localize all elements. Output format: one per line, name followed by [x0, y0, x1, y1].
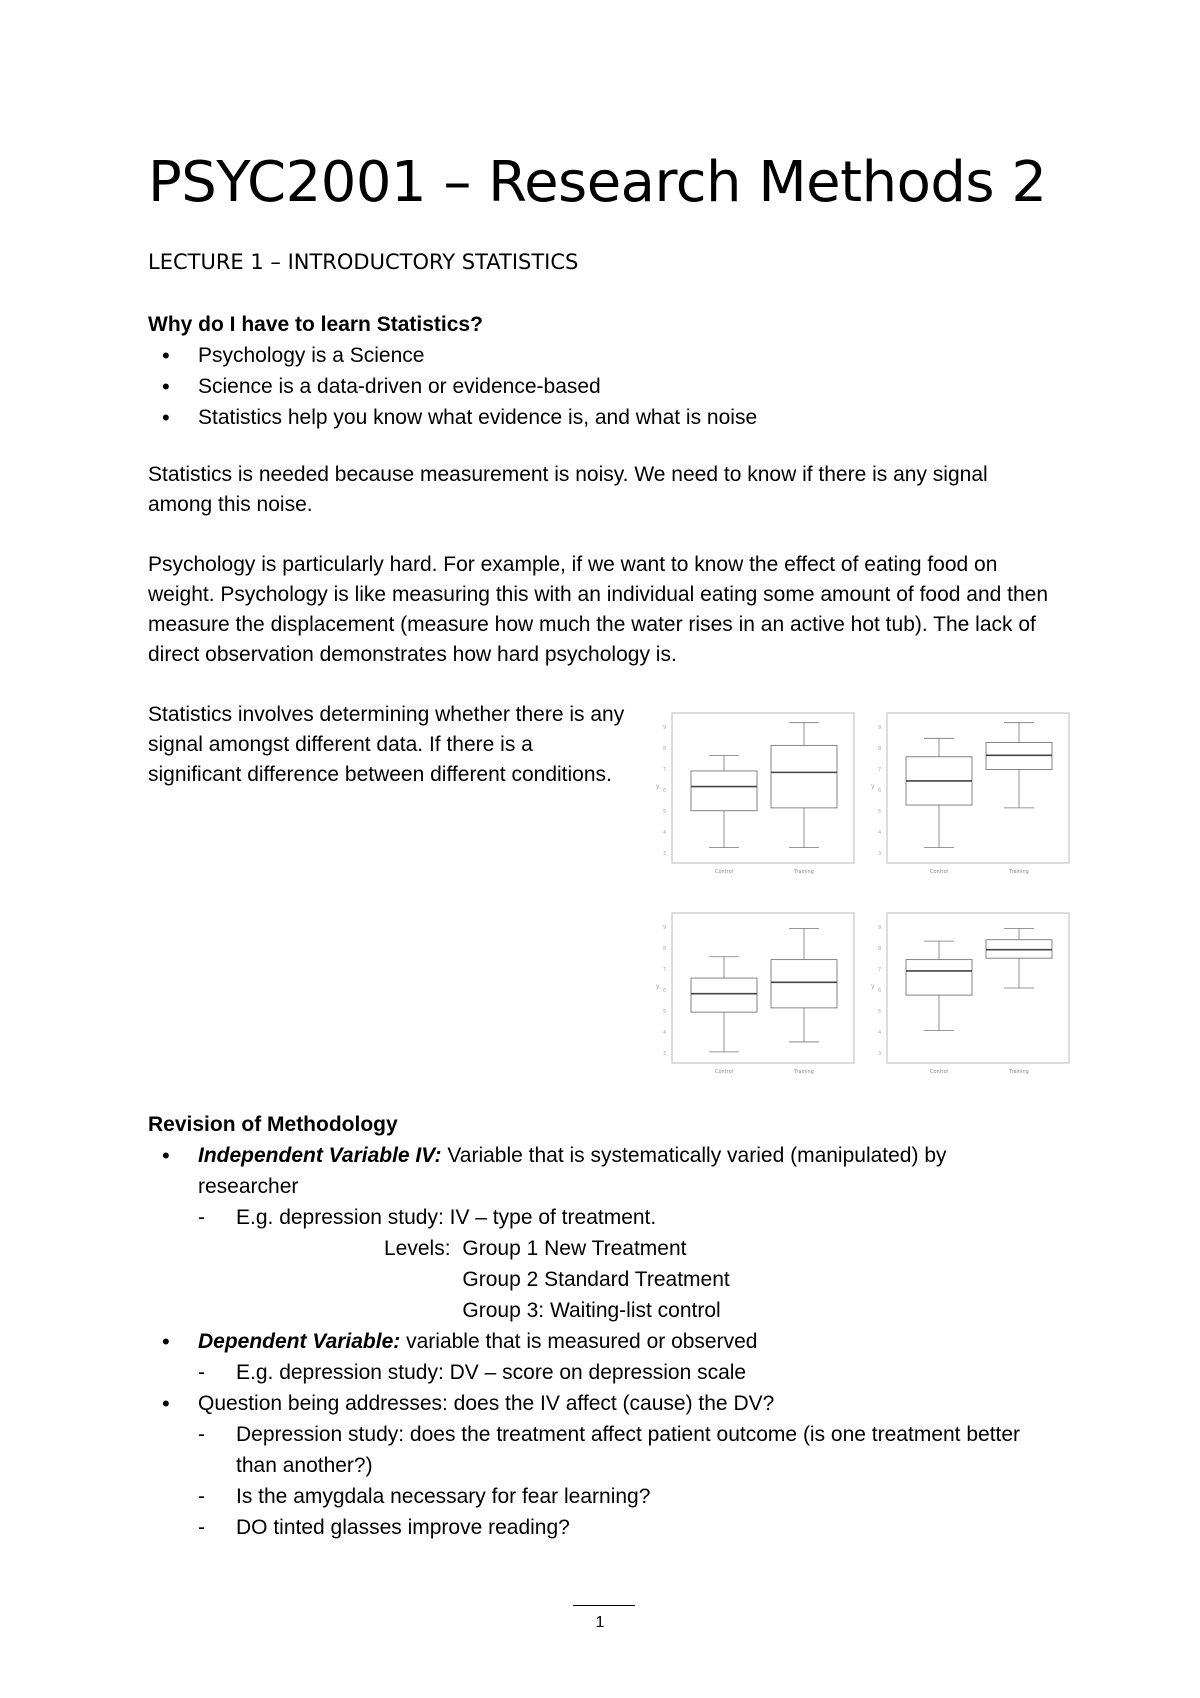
boxplot-panel — [865, 905, 1075, 1085]
level-item: Group 2 Standard Treatment — [462, 1268, 730, 1291]
why-heading: Why do I have to learn Statistics? — [148, 313, 483, 336]
y-tick-label: 6 — [663, 988, 667, 994]
y-tick-label: 3 — [663, 851, 667, 857]
x-tick-label: Control — [929, 869, 949, 875]
y-tick-label: 9 — [878, 725, 882, 731]
y-axis-label: y — [871, 983, 875, 990]
y-tick-label: 4 — [663, 1030, 667, 1036]
iv-example-text: E.g. depression study: IV – type of treatment. — [236, 1206, 657, 1229]
x-tick-label: Control — [714, 1069, 734, 1075]
y-tick-label: 6 — [878, 788, 882, 794]
revision-bullet-list — [148, 1140, 1048, 1543]
y-axis-label: y — [871, 783, 875, 790]
y-tick-label: 7 — [878, 967, 882, 973]
why-bullet-list — [148, 340, 757, 433]
dv-example — [198, 1357, 1048, 1388]
y-tick-label: 8 — [878, 946, 882, 952]
boxplot-figure — [650, 705, 1080, 1085]
box-training — [771, 960, 837, 1008]
y-axis-label: y — [656, 983, 660, 990]
footer-rule — [573, 1605, 635, 1606]
y-tick-label: 8 — [663, 746, 667, 752]
y-tick-label: 8 — [878, 746, 882, 752]
box-control — [691, 978, 757, 1012]
y-tick-label: 9 — [663, 725, 667, 731]
revision-heading: Revision of Methodology — [148, 1113, 398, 1136]
x-tick-label: Control — [929, 1069, 949, 1075]
y-axis-label: y — [656, 783, 660, 790]
box-control — [691, 771, 757, 811]
iv-bullet — [148, 1140, 1048, 1326]
why-bullet: • Science is a data-driven or evidence-based — [148, 371, 757, 402]
y-tick-label: 3 — [663, 1051, 667, 1057]
why-bullet: • Psychology is a Science — [148, 340, 757, 371]
y-tick-label: 6 — [663, 788, 667, 794]
dv-bullet — [148, 1326, 1048, 1388]
paragraph-psychology-hard: Psychology is particularly hard. For example, if we want to know the effect of eating food on weight. Psychology is like measuring this with an individual eating some amount of food and then measure the displacement (measure how much the water rises in an active hot tub). The lack of direct observation demonstrates how hard psychology is. — [148, 553, 1049, 666]
x-tick-label: Training — [1009, 1069, 1029, 1075]
level-item: Group 3: Waiting-list control — [462, 1299, 721, 1322]
paragraph-noise: Statistics is needed because measurement is noisy. We need to know if there is any signal among this noise. — [148, 463, 988, 516]
y-tick-label: 3 — [878, 851, 882, 857]
question-example-text: DO tinted glasses improve reading? — [236, 1516, 570, 1539]
y-tick-label: 7 — [663, 767, 667, 773]
question-example-text: Depression study: does the treatment affect patient outcome (is one treatment better than another?) — [236, 1423, 1021, 1477]
y-tick-label: 4 — [878, 1030, 882, 1036]
y-tick-label: 8 — [663, 946, 667, 952]
paragraph-signal: Statistics involves determining whether there is any signal amongst different data. If there is a significant difference between different conditions. — [148, 703, 625, 786]
box-training — [771, 745, 837, 807]
y-tick-label: 5 — [663, 1009, 667, 1015]
document-title: PSYC2001 – Research Methods 2 — [148, 150, 1047, 215]
boxplot-panel — [650, 905, 860, 1085]
y-tick-label: 5 — [663, 809, 667, 815]
question-text: Question being addresses: does the IV affect (cause) the DV? — [198, 1392, 775, 1415]
y-tick-label: 5 — [878, 809, 882, 815]
y-tick-label: 3 — [878, 1051, 882, 1057]
dv-example-text: E.g. depression study: DV – score on depression scale — [236, 1361, 747, 1384]
question-example-text: Is the amygdala necessary for fear learning? — [236, 1485, 651, 1508]
question-example — [198, 1481, 1048, 1512]
box-control — [906, 960, 972, 996]
x-tick-label: Training — [1009, 869, 1029, 875]
dv-term: Dependent Variable: — [198, 1330, 401, 1353]
y-tick-label: 7 — [663, 967, 667, 973]
iv-levels — [198, 1233, 1048, 1326]
y-tick-label: 4 — [878, 830, 882, 836]
boxplot-panel — [865, 705, 1075, 885]
y-tick-label: 4 — [663, 830, 667, 836]
iv-term: Independent Variable IV: — [198, 1144, 442, 1167]
x-tick-label: Training — [794, 869, 814, 875]
iv-example — [198, 1202, 1048, 1233]
y-tick-label: 6 — [878, 988, 882, 994]
x-tick-label: Control — [714, 869, 734, 875]
question-bullet — [148, 1388, 1048, 1543]
lecture-heading: LECTURE 1 – INTRODUCTORY STATISTICS — [148, 250, 579, 274]
why-bullet: • Statistics help you know what evidence is, and what is noise — [148, 402, 757, 433]
level-item: Group 1 New Treatment — [462, 1237, 687, 1260]
y-tick-label: 9 — [878, 925, 882, 931]
levels-label: Levels: — [384, 1237, 451, 1260]
y-tick-label: 5 — [878, 1009, 882, 1015]
y-tick-label: 7 — [878, 767, 882, 773]
iv-definition: Variable that is systematically varied (manipulated) by researcher — [198, 1144, 947, 1198]
question-example — [198, 1512, 1048, 1543]
x-tick-label: Training — [794, 1069, 814, 1075]
page-number: 1 — [595, 1614, 605, 1631]
boxplot-panel — [650, 705, 860, 885]
dv-definition: variable that is measured or observed — [400, 1330, 758, 1353]
y-tick-label: 9 — [663, 925, 667, 931]
question-example — [198, 1419, 1048, 1481]
